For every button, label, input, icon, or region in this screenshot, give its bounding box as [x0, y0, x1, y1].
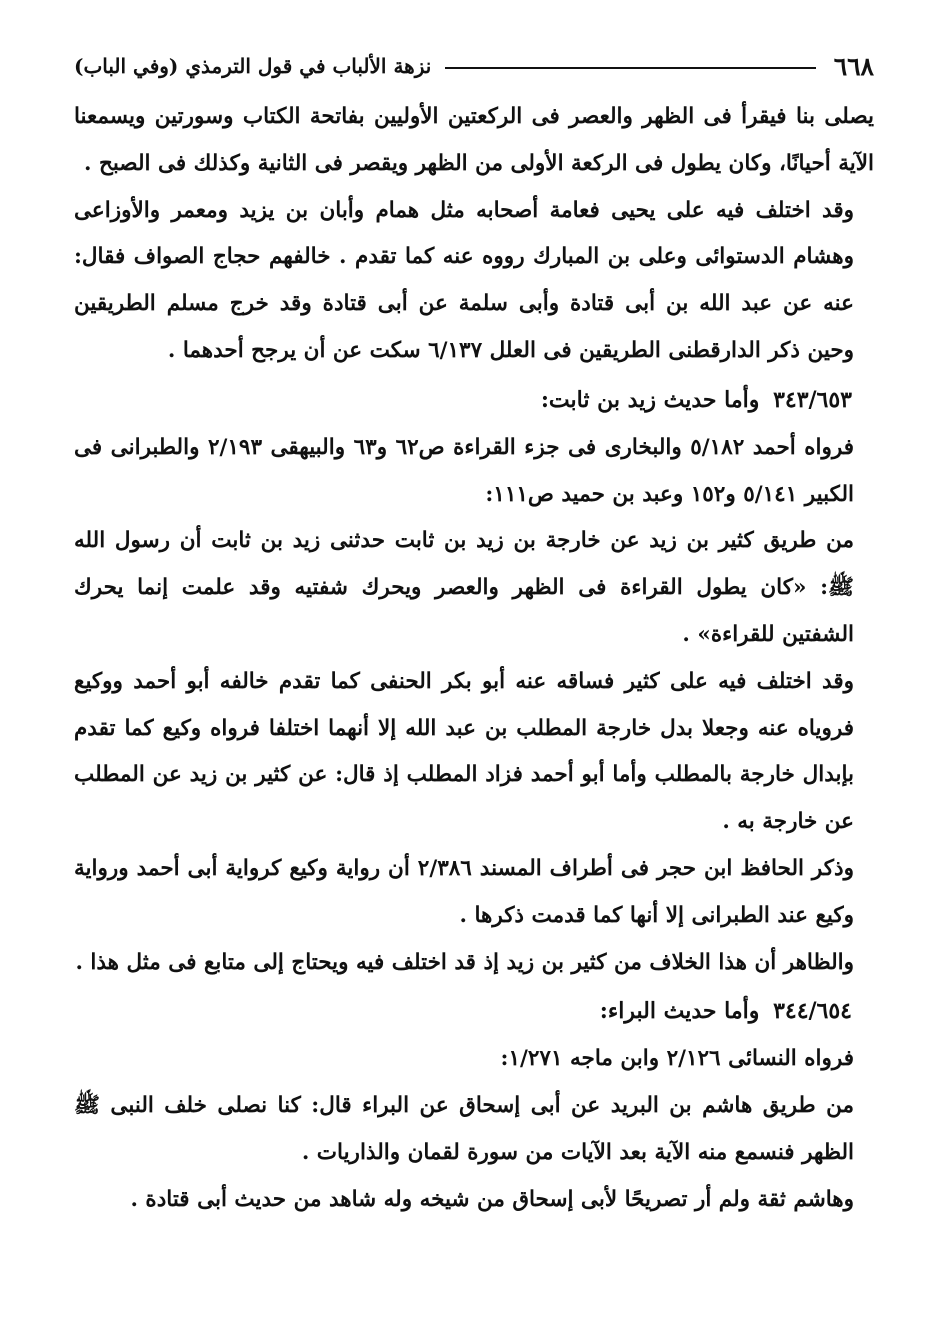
paragraph: من طريق كثير بن زيد عن خارجة بن زيد بن ثابت حدثنى زيد بن ثابت أن رسول الله ﷺ: «كان يطول القراءة فى الظهر والعصر ويحرك شفتيه وقد علمت إنما يحرك الشفتين للقراءة» .	[74, 528, 854, 647]
paragraph: من طريق هاشم بن البريد عن أبى إسحاق عن البراء قال: كنا نصلى خلف النبى ﷺ الظهر فنسمع منه الآية بعد الآيات من سورة لقمان والذاريات .	[74, 1093, 854, 1165]
paragraph: وذكر الحافظ ابن حجر فى أطراف المسند ٢/٣٨٦ أن رواية وكيع كرواية أبى أحمد ورواية وكيع عند الطبرانى إلا أنها كما قدمت ذكرها .	[74, 855, 854, 928]
section-title: وأما حديث زيد بن ثابت:	[540, 386, 760, 413]
header-rule	[445, 67, 815, 69]
paragraph: يصلى بنا فيقرأ فى الظهر والعصر فى الركعتين الأوليين بفاتحة الكتاب وسورتين ويسمعنا الآية أحيانًا، وكان يطول فى الركعة الأولى من الظهر ويقصر فى الثانية وكذلك فى الصبح .	[74, 104, 874, 176]
section-number: ٣٤٣/٦٥٣	[773, 386, 852, 413]
paragraph: وهاشم ثقة ولم أر تصريحًا لأبى إسحاق من شيخه وله شاهد من حديث أبى قتادة .	[130, 1186, 854, 1212]
paragraph: فرواه أحمد ٥/١٨٢ والبخارى فى جزء القراءة ص٦٢ و٦٣ والبيهقى ٢/١٩٣ والطبرانى فى الكبير ٥/١٤١ و١٥٢ وعبد بن حميد ص١١١:	[74, 434, 854, 507]
section-heading	[74, 375, 874, 425]
paragraph: وقد اختلف فيه على يحيى فعامة أصحابه مثل همام وأبان بن يزيد ومعمر والأوزاعى وهشام الدستوائى وعلى بن المبارك رووه عنه كما تقدم . خالفهم حجاج الصواف فقال: عنه عن عبد الله بن أبى قتادة وأبى سلمة عن أبى قتادة وقد خرج مسلم الطريقين وحين ذكر الدارقطنى الطريقين فى العلل ٦/١٣٧ سكت عن أن يرجح أحدهما .	[74, 197, 854, 363]
page-number: ٦٦٨	[833, 51, 874, 81]
paragraph: فرواه النسائى ٢/١٢٦ وابن ماجه ١/٢٧١:	[500, 1046, 854, 1072]
section-title: وأما حديث البراء:	[599, 998, 760, 1025]
running-title: نزهة الألباب في قول الترمذي (وفي الباب)	[74, 54, 432, 78]
page-body	[74, 94, 874, 1224]
paragraph: وقد اختلف فيه على كثير فساقه عنه أبو بكر الحنفى كما تقدم خالفه أبو أحمد ووكيع فروياه عنه وجعلا بدل خارجة المطلب بن عبد الله إلا أنهما اختلفا فرواه وكيع كما تقدم بإبدال خارجة بالمطلب وأما أبو أحمد فزاد المطلب إذ قال: عن كثير بن زيد عن المطلب عن خارجة به .	[74, 668, 854, 835]
page-header	[74, 44, 874, 88]
section-heading	[74, 986, 874, 1036]
section-number: ٣٤٤/٦٥٤	[773, 998, 852, 1025]
paragraph: والظاهر أن هذا الخلاف من كثير بن زيد إذ قد اختلف فيه ويحتاج إلى متابع فى مثل هذا .	[75, 949, 854, 975]
